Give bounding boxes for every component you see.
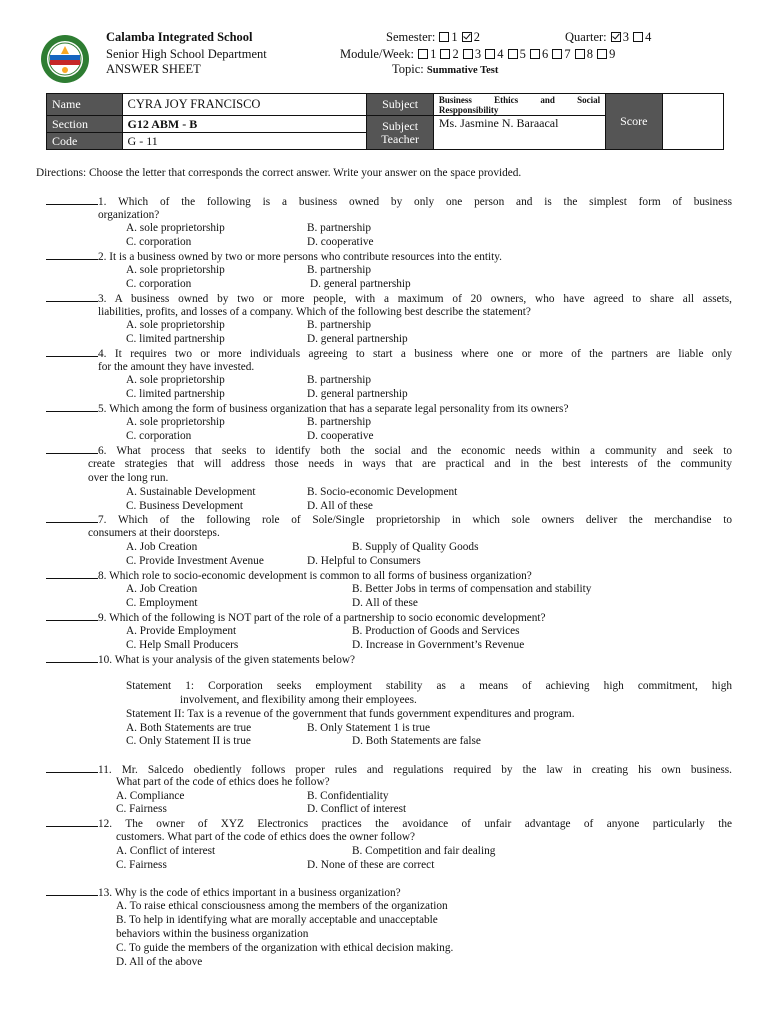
- section-value[interactable]: G12 ABM - B: [122, 116, 367, 133]
- section-label: Section: [47, 116, 123, 133]
- name-value[interactable]: CYRA JOY FRANCISCO: [122, 94, 367, 116]
- answer-blank-10[interactable]: [46, 653, 98, 663]
- semester-option-1: 1: [451, 30, 458, 44]
- option: C. Fairness: [116, 803, 167, 815]
- question-2: 2. It is a business owned by two or more persons who contribute resources into the entity.: [46, 250, 502, 265]
- module-option: 3: [474, 47, 482, 61]
- option: A. sole proprietorship: [126, 416, 225, 428]
- option: D. general partnership: [307, 333, 408, 345]
- sheet-type: ANSWER SHEET: [106, 62, 201, 76]
- option: B. Better Jobs in terms of compensation and stability: [352, 583, 592, 595]
- answer-blank-13[interactable]: [46, 886, 98, 896]
- option: D. general partnership: [310, 278, 411, 290]
- subject-value: Business Ethics and Social Respponsibility: [438, 94, 601, 115]
- option: B. To help in identifying what are morally acceptable and unacceptable: [116, 914, 438, 926]
- option: B. partnership: [307, 264, 372, 276]
- option: C. corporation: [126, 236, 192, 248]
- module-option: 6: [541, 47, 549, 61]
- option: C. To guide the members of the organization with ethical decision making.: [116, 942, 454, 954]
- option: C. limited partnership: [126, 333, 225, 345]
- option: B. Competition and fair dealing: [352, 845, 496, 857]
- option: B. Only Statement 1 is true: [307, 722, 430, 734]
- option-cont: behaviors within the business organization: [116, 928, 309, 940]
- answer-blank-3[interactable]: [46, 292, 98, 302]
- question-6-cont: over the long run.: [88, 472, 169, 484]
- answer-blank-2[interactable]: [46, 250, 98, 260]
- answer-blank-5[interactable]: [46, 402, 98, 412]
- answer-blank-8[interactable]: [46, 569, 98, 579]
- module-option: 1: [430, 47, 437, 61]
- module-option: 2: [452, 47, 459, 61]
- question-1: 1. Which of the following is a business owned by only one person and is the simplest form of business: [46, 195, 732, 210]
- option: C. corporation: [126, 278, 192, 290]
- option: D. Increase in Government’s Revenue: [352, 639, 525, 651]
- question-4: 4. It requires two or more individuals agreeing to start a business where one or more of the partners are liable only: [46, 347, 732, 362]
- option: D. All of these: [352, 597, 418, 609]
- semester-option-2: 2: [473, 30, 481, 44]
- option: C. Employment: [126, 597, 198, 609]
- question-4-cont: for the amount they have invested.: [98, 361, 255, 373]
- option: B. Confidentiality: [307, 790, 389, 802]
- quarter-option-3: 3: [622, 30, 630, 44]
- option: C. corporation: [126, 430, 192, 442]
- question-11: 11. Mr. Salcedo obediently follows proper rules and regulations required by the law in creating his own business.: [46, 763, 732, 778]
- option: D. Helpful to Consumers: [307, 555, 421, 567]
- option: D. Conflict of interest: [307, 803, 407, 815]
- school-name: Calamba Integrated School: [106, 30, 253, 44]
- option: C. Fairness: [116, 859, 167, 871]
- module-option: 5: [519, 47, 526, 61]
- topic-value: Summative Test: [426, 65, 499, 76]
- statement-2: Statement II: Tax is a revenue of the government that funds government expenditures and program.: [126, 708, 575, 720]
- option: A. Sustainable Development: [126, 486, 256, 498]
- answer-blank-7[interactable]: [46, 513, 98, 523]
- option: A. Conflict of interest: [116, 845, 216, 857]
- question-8: 8. Which role to socio-economic development is common to all forms of business organization?: [46, 569, 532, 584]
- option: C. limited partnership: [126, 388, 225, 400]
- option: A. Job Creation: [126, 583, 198, 595]
- option: C. Business Development: [126, 500, 244, 512]
- option: D. general partnership: [307, 388, 408, 400]
- option: B. Supply of Quality Goods: [352, 541, 479, 553]
- answer-blank-4[interactable]: [46, 347, 98, 357]
- question-9: 9. Which of the following is NOT part of the role of a partnership to socio economic development?: [46, 611, 546, 626]
- answer-blank-6[interactable]: [46, 444, 98, 454]
- option: D. Both Statements are false: [352, 735, 481, 747]
- teacher-value: Ms. Jasmine N. Baraacal: [433, 116, 605, 150]
- option: B. Production of Goods and Services: [352, 625, 520, 637]
- question-12: 12. The owner of XYZ Electronics practices the avoidance of unfair advantage of anyone particularly the: [46, 817, 732, 832]
- option: A. sole proprietorship: [126, 222, 225, 234]
- question-10: 10. What is your analysis of the given statements below?: [46, 653, 355, 668]
- option: B. partnership: [307, 416, 372, 428]
- answer-blank-11[interactable]: [46, 763, 98, 773]
- option: D. All of the above: [116, 956, 203, 968]
- question-5: 5. Which among the form of business organization that has a separate legal personality from its owners?: [46, 402, 568, 417]
- quarter-option-4: 4: [645, 30, 652, 44]
- option: B. partnership: [307, 222, 372, 234]
- code-label: Code: [47, 133, 123, 150]
- answer-blank-12[interactable]: [46, 817, 98, 827]
- option: B. Socio-economic Development: [307, 486, 458, 498]
- option: C. Provide Investment Avenue: [126, 555, 264, 567]
- code-value[interactable]: G - 11: [122, 133, 367, 150]
- option: A. Job Creation: [126, 541, 198, 553]
- question-7: 7. Which of the following role of Sole/Single proprietorship in which sole owners deliver the merchandise to: [46, 513, 732, 528]
- module-option: 7: [564, 47, 571, 61]
- teacher-label: Subject Teacher: [367, 116, 433, 150]
- statement-1: Statement 1: Corporation seeks employment stability as a means of achieving high commitment, high: [126, 680, 732, 692]
- module-label: Module/Week:: [340, 47, 414, 61]
- topic-label: Topic:: [392, 62, 424, 76]
- option: B. partnership: [307, 374, 372, 386]
- question-6: 6. What process that seeks to identify both the social and the economic needs within a community and seek to: [46, 444, 732, 459]
- question-11-cont: What part of the code of ethics does he follow?: [116, 776, 330, 788]
- option: A. Provide Employment: [126, 625, 237, 637]
- module-option: 8: [586, 47, 593, 61]
- question-3-cont: liabilities, profits, and losses of a company. Which of the following best describe the statement?: [98, 306, 531, 318]
- question-6-cont: create strategies that will address those needs in ways that are practical and in the best interests of the community: [88, 458, 732, 470]
- module-option: 9: [609, 47, 616, 61]
- answer-blank-1[interactable]: [46, 195, 98, 205]
- name-label: Name: [47, 94, 123, 116]
- question-7-cont: consumers at their doorsteps.: [88, 527, 220, 539]
- subject-label: Subject: [367, 94, 433, 116]
- option: D. cooperative: [307, 430, 374, 442]
- option: A. Both Statements are true: [126, 722, 252, 734]
- option: D. All of these: [307, 500, 373, 512]
- department-name: Senior High School Department: [106, 47, 267, 61]
- option: D. None of these are correct: [307, 859, 435, 871]
- option: C. Help Small Producers: [126, 639, 239, 651]
- directions-text: Directions: Choose the letter that corresponds the correct answer. Write your answer on the space provided.: [36, 167, 522, 179]
- module-option: 4: [497, 47, 504, 61]
- question-13: 13. Why is the code of ethics important in a business organization?: [46, 886, 401, 901]
- option: A. sole proprietorship: [126, 374, 225, 386]
- option: B. partnership: [307, 319, 372, 331]
- semester-label: Semester:: [386, 30, 436, 44]
- option: C. Only Statement II is true: [126, 735, 251, 747]
- option: A. To raise ethical consciousness among the members of the organization: [116, 900, 448, 912]
- answer-blank-9[interactable]: [46, 611, 98, 621]
- option: A. Compliance: [116, 790, 185, 802]
- question-1-cont: organization?: [98, 209, 160, 221]
- question-12-cont: customers. What part of the code of ethics does the owner follow?: [116, 831, 416, 843]
- score-label: Score: [606, 94, 662, 150]
- option: D. cooperative: [307, 236, 374, 248]
- question-3: 3. A business owned by two or more people, with a maximum of 20 owners, who have agreed to share all assets,: [46, 292, 732, 307]
- statement-1-cont: involvement, and flexibility among their employees.: [180, 694, 417, 706]
- option: A. sole proprietorship: [126, 319, 225, 331]
- option: A. sole proprietorship: [126, 264, 225, 276]
- quarter-label: Quarter:: [565, 30, 607, 44]
